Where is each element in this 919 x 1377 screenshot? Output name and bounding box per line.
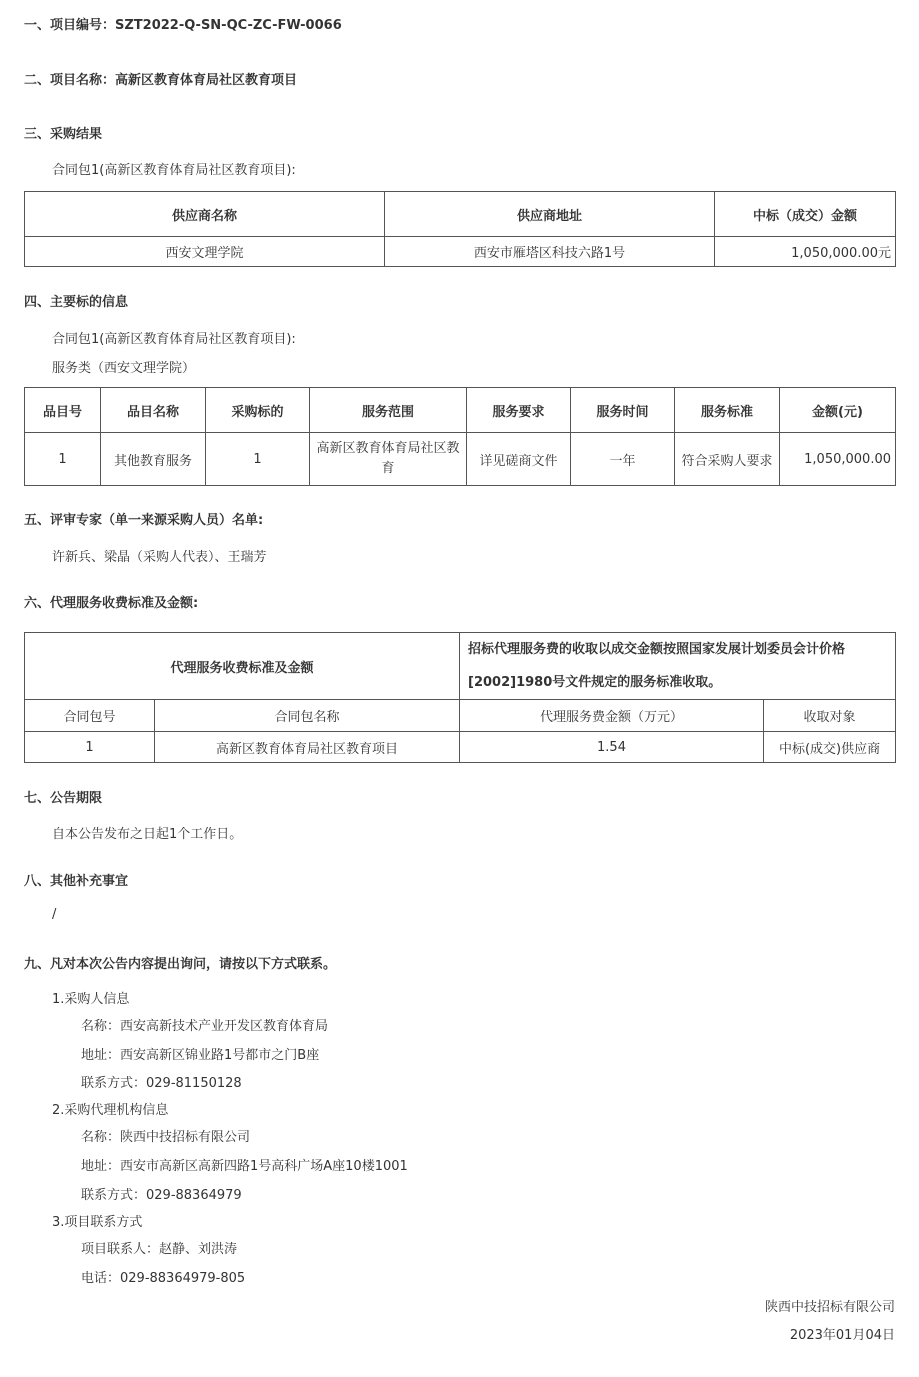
agency-fee-table — [24, 632, 896, 763]
header-package-no: 合同包号 — [25, 700, 155, 732]
package-label: 合同包1(高新区教育体育局社区教育项目): — [52, 163, 296, 178]
fee-standard-label: 代理服务收费标准及金额 — [25, 633, 460, 700]
header-service-time: 服务时间 — [571, 388, 675, 433]
header-amount: 金额(元) — [780, 388, 896, 433]
footer-company: 陕西中技招标有限公司 — [764, 1300, 895, 1315]
header-supplier-address: 供应商地址 — [385, 192, 715, 237]
agency-address: 地址：西安市高新区高新四路1号高科广场A座10楼1001 — [81, 1159, 408, 1174]
service-time: 一年 — [571, 433, 675, 486]
section-contact-heading: 九、凡对本次公告内容提出询问，请按以下方式联系。 — [24, 957, 337, 972]
supplier-address: 西安市雁塔区科技六路1号 — [385, 237, 715, 267]
header-charge-target: 收取对象 — [764, 700, 896, 732]
notice-period-text: 自本公告发布之日起1个工作日。 — [52, 827, 243, 842]
expert-names: 许新兵、梁晶（采购人代表）、王瑞芳 — [52, 550, 267, 565]
header-fee-amount: 代理服务费金额（万元） — [460, 700, 764, 732]
footer-date: 2023年01月04日 — [789, 1328, 895, 1343]
amount: 1,050,000.00 — [780, 433, 896, 486]
service-standard: 符合采购人要求 — [675, 433, 780, 486]
agency-contact: 联系方式：029-88364979 — [81, 1188, 242, 1203]
table-row — [25, 237, 896, 267]
table-header-row — [25, 192, 896, 237]
agency-title: 2.采购代理机构信息 — [52, 1103, 169, 1118]
agency-name: 名称：陕西中技招标有限公司 — [81, 1130, 251, 1145]
project-contact-phone: 电话：029-88364979-805 — [81, 1271, 246, 1286]
section-main-subject-heading: 四、主要标的信息 — [24, 295, 129, 310]
package-name: 高新区教育体育局社区教育项目 — [155, 732, 460, 763]
table-header-row — [25, 388, 896, 433]
purchaser-name: 名称：西安高新技术产业开发区教育体育局 — [81, 1019, 329, 1034]
item-no: 1 — [25, 433, 101, 486]
package-label: 合同包1(高新区教育体育局社区教育项目): — [52, 332, 296, 347]
project-name-label: 二、项目名称： — [24, 73, 116, 88]
project-name — [24, 69, 297, 88]
header-item-no: 品目号 — [25, 388, 101, 433]
purchaser-contact: 联系方式：029-81150128 — [81, 1076, 242, 1091]
project-contact-title: 3.项目联系方式 — [52, 1215, 143, 1230]
procurement-subject: 1 — [206, 433, 310, 486]
subject-table — [24, 387, 896, 486]
project-contact-people: 项目联系人：赵静、刘洪涛 — [81, 1242, 238, 1257]
header-procurement-subject: 采购标的 — [206, 388, 310, 433]
fee-standard-text: 招标代理服务费的收取以成交金额按照国家发展计划委员会计价格[2002]1980号文件规定的服务标准收取。 — [460, 633, 896, 700]
project-number-label: 一、项目编号： — [24, 18, 116, 33]
header-award-amount: 中标（成交）金额 — [715, 192, 896, 237]
service-requirement: 详见磋商文件 — [467, 433, 571, 486]
section-agency-fee-heading: 六、代理服务收费标准及金额: — [24, 596, 199, 611]
table-row — [25, 732, 896, 763]
table-header-row — [25, 700, 896, 732]
section-notice-period-heading: 七、公告期限 — [24, 791, 103, 806]
charge-target: 中标(成交)供应商 — [764, 732, 896, 763]
header-item-name: 品目名称 — [101, 388, 206, 433]
purchaser-address: 地址：西安高新区锦业路1号都市之门B座 — [81, 1048, 320, 1063]
project-number-value: SZT2022-Q-SN-QC-ZC-FW-0066 — [115, 18, 342, 33]
fee-standard-row — [25, 633, 896, 700]
section-procurement-result-heading: 三、采购结果 — [24, 127, 103, 142]
header-service-standard: 服务标准 — [675, 388, 780, 433]
service-scope: 高新区教育体育局社区教育 — [310, 433, 467, 486]
other-matters-text: / — [52, 907, 57, 922]
section-experts-heading: 五、评审专家（单一来源采购人员）名单: — [24, 513, 264, 528]
header-service-scope: 服务范围 — [310, 388, 467, 433]
purchaser-title: 1.采购人信息 — [52, 992, 130, 1007]
header-supplier-name: 供应商名称 — [25, 192, 385, 237]
item-name: 其他教育服务 — [101, 433, 206, 486]
section-other-matters-heading: 八、其他补充事宜 — [24, 874, 129, 889]
category-label: 服务类（西安文理学院） — [52, 361, 196, 376]
award-amount: 1,050,000.00元 — [715, 237, 896, 267]
result-table — [24, 191, 896, 267]
header-package-name: 合同包名称 — [155, 700, 460, 732]
fee-amount: 1.54 — [460, 732, 764, 763]
header-service-requirement: 服务要求 — [467, 388, 571, 433]
package-no: 1 — [25, 732, 155, 763]
supplier-name: 西安文理学院 — [25, 237, 385, 267]
project-number — [24, 14, 342, 33]
table-row — [25, 433, 896, 486]
project-name-value: 高新区教育体育局社区教育项目 — [115, 73, 298, 88]
